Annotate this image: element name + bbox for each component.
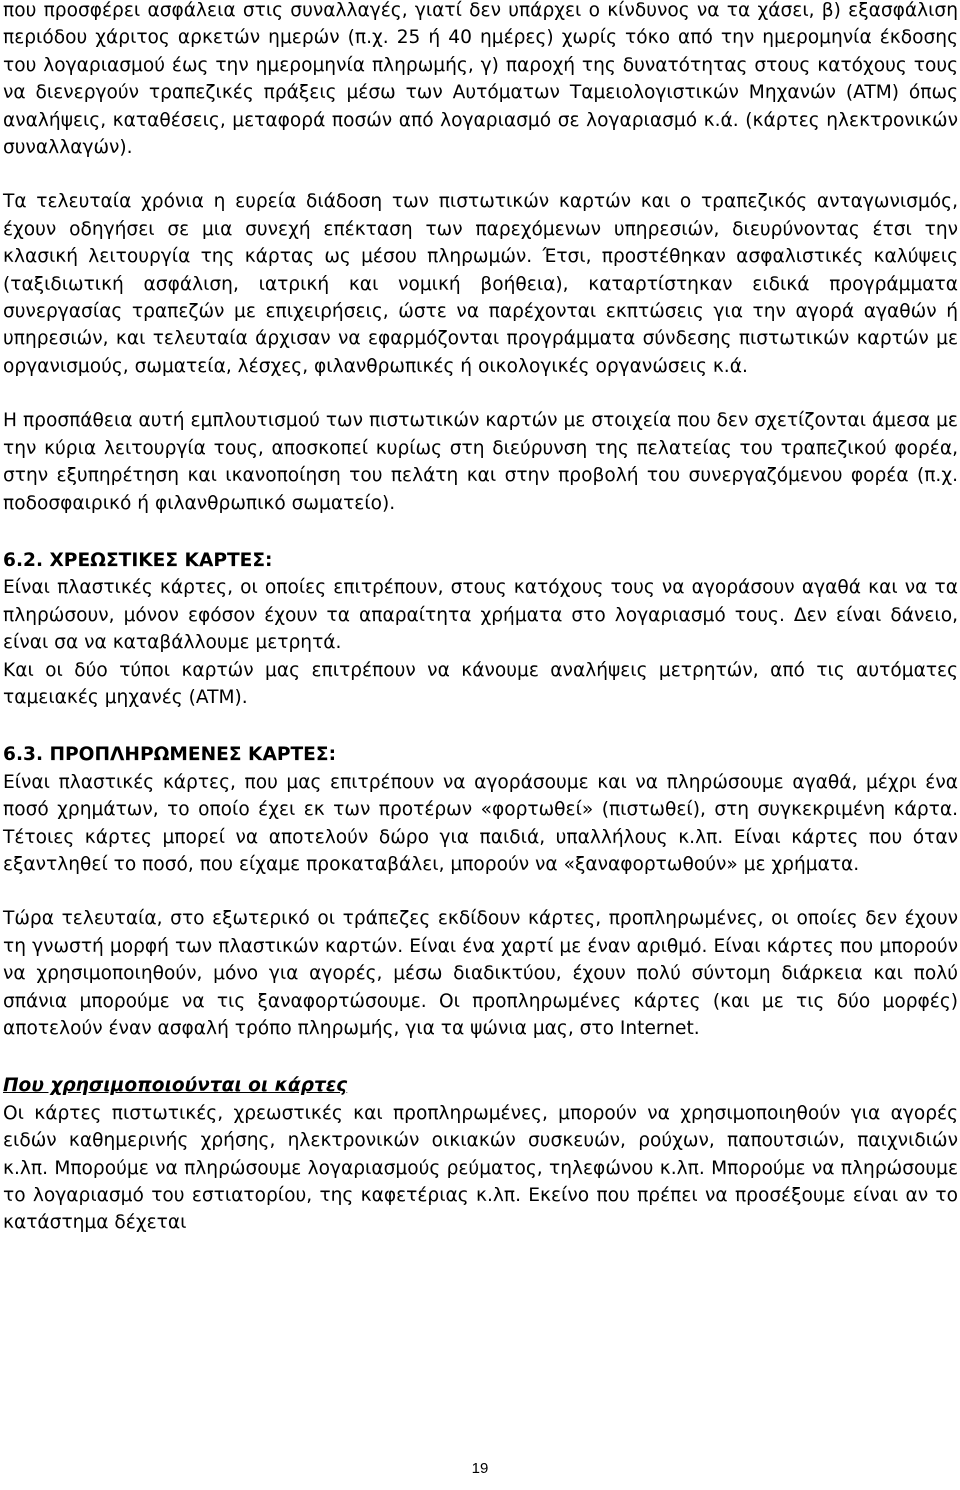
section-heading-debit-cards: 6.2. ΧΡΕΩΣΤΙΚΕΣ ΚΑΡΤΕΣ: bbox=[3, 549, 273, 571]
paragraph-prepaid-online: Τώρα τελευταία, στο εξωτερικό οι τράπεζες εκδίδουν κάρτες, προπληρωμένες, οι οποίες δεν έχουν τη γνωστή μορφή των πλαστικών καρτών. Είναι ένα χαρτί με έναν αριθμό. Είναι κάρτες που μπορούν να χρησιμοποιηθούν, μόνο για αγορές, μέσω διαδικτύου, έχουν πολύ σύντομη διάρκεια και πολύ σπάνια μπορούμε να τις ξαναφορτώσουμε. Οι προπληρωμένες κάρτες (και με τις δύο μορφές) αποτελούν έναν ασφαλή τρόπο πληρωμής, για τα ψώνια μας, στο Internet. bbox=[3, 908, 958, 1039]
paragraph-enrichment-purpose: Η προσπάθεια αυτή εμπλουτισμού των πιστωτικών καρτών με στοιχεία που δεν σχετίζονται άμεσα με την κύρια λειτουργία τους, αποσκοπεί κυρίως στη διεύρυνση της πελατείας του τραπεζικού φορέα, στην εξυπηρέτηση και ικανοποίηση του πελάτη και στην προβολή του συνεργαζόμενου φορέα (π.χ. ποδοσφαιρικό ή φιλανθρωπικό σωματείο). bbox=[3, 410, 958, 514]
paragraph-card-benefits: που προσφέρει ασφάλεια στις συναλλαγές, γιατί δεν υπάρχει ο κίνδυνος να τα χάσει, β) εξασφάλιση περιόδου χάριτος αρκετών ημερών (π.χ. 25 ή 40 ημέρες) χωρίς τόκο από την ημερομηνία έκδοσης του λογαριασμού έως την ημερομηνία πληρωμής, γ) παροχή της δυνατότητας στους κατόχους τους να διενεργούν τραπεζικές πράξεις μέσω των Αυτόματων Ταμειολογιστικών Μηχανών (ATM) όπως αναλήψεις, καταθέσεις, μεταφορά ποσών από λογαριασμό σε λογαριασμό κ.ά. (κάρτες ηλεκτρονικών συναλλαγών). bbox=[3, 0, 958, 159]
paragraph-service-expansion: Τα τελευταία χρόνια η ευρεία διάδοση των πιστωτικών καρτών και ο τραπεζικός ανταγωνισμός, έχουν οδηγήσει σε μια συνεχή επέκταση των παρεχόμενων υπηρεσιών, διευρύνοντας έτσι την κλασική λειτουργία της κάρτας ως μέσου πληρωμών. Έτσι, προστέθηκαν ασφαλιστικές καλύψεις (ταξιδιωτική ασφάλιση, ιατρική και νομική βοήθεια), καταρτίστηκαν ειδικά προγράμματα συνεργασίας τραπεζών με επιχειρήσεις, ώστε να παρέχονται εκπτώσεις για την αγορά αγαθών ή υπηρεσιών, και τελευταία άρχισαν να εφαρμόζονται προγράμματα σύνδεσης πιστωτικών καρτών με οργανισμούς, σωματεία, λέσχες, φιλανθρωπικές ή οικολογικές οργανώσεις κ.ά. bbox=[3, 191, 958, 377]
section-heading-prepaid-cards: 6.3. ΠΡΟΠΛΗΡΩΜΕΝΕΣ ΚΑΡΤΕΣ: bbox=[3, 744, 337, 766]
page-number: 19 bbox=[471, 1460, 489, 1477]
section-heading-card-usage: Που χρησιμοποιούνται οι κάρτες bbox=[3, 1075, 348, 1097]
paragraph-debit-definition: Είναι πλαστικές κάρτες, οι οποίες επιτρέπουν, στους κατόχους τους να αγοράσουν αγαθά και να τα πληρώσουν, μόνον εφόσον έχουν τα απαραίτητα χρήματα στο λογαριασμό τους. Δεν είναι δάνειο, είναι σα να καταβάλλουμε μετρητά. bbox=[3, 577, 958, 654]
paragraph-card-usage: Οι κάρτες πιστωτικές, χρεωστικές και προπληρωμένες, μπορούν να χρησιμοποιηθούν για αγορές ειδών καθημερινής χρήσης, ηλεκτρονικών οικιακών συσκευών, ρούχων, παπουτσιών, παιχνιδιών κ.λπ. Μπορούμε να πληρώσουμε λογαριασμούς ρεύματος, τηλεφώνου κ.λπ. Μπορούμε να πληρώσουμε το λογαριασμό του εστιατορίου, της καφετέριας κ.λπ. Εκείνο που πρέπει να προσέξουμε είναι αν το κατάστημα δέχεται bbox=[3, 1102, 958, 1234]
paragraph-debit-atm: Και οι δύο τύποι καρτών μας επιτρέπουν να κάνουμε αναλήψεις μετρητών, από τις αυτόματες ταμειακές μηχανές (ATM). bbox=[3, 659, 958, 708]
paragraph-prepaid-definition: Είναι πλαστικές κάρτες, που μας επιτρέπουν να αγοράσουμε και να πληρώσουμε αγαθά, μέχρι ένα ποσό χρημάτων, το οποίο έχει εκ των προτέρων «φορτωθεί» (πιστωθεί), στη συγκεκριμένη κάρτα. Τέτοιες κάρτες μπορεί να αποτελούν δώρο για παιδιά, υπαλλήλους κ.λπ. Είναι κάρτες που όταν εξαντληθεί το ποσό, που είχαμε προκαταβάλει, μπορούν να «ξαναφορτωθούν» με χρήματα. bbox=[3, 771, 958, 875]
